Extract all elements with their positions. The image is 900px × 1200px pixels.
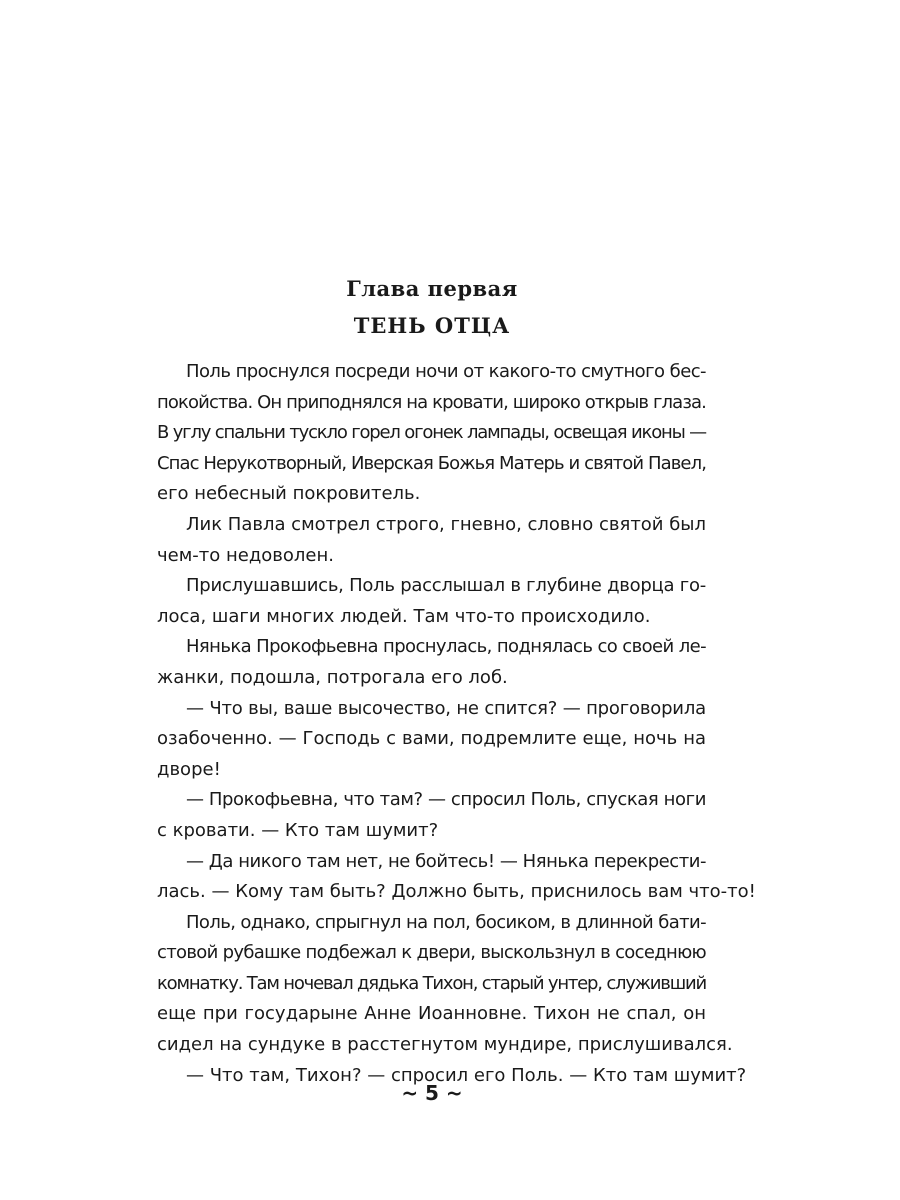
body-text: [157, 357, 756, 1091]
text-line: Нянька Прокофьевна проснулась, поднялась со своей ле-: [186, 636, 706, 658]
text-line: дворе!: [157, 758, 221, 780]
text-line: стовой рубашке подбежал к двери, выскользнул в соседнюю: [157, 942, 706, 964]
chapter-title: ТЕНЬ ОТЦА: [353, 313, 511, 338]
paragraph: [157, 632, 706, 693]
page-number: ~ 5 ~: [401, 1081, 463, 1105]
text-line: сидел на сундуке в расстегнутом мундире, прислушивался.: [157, 1034, 733, 1056]
paragraph: [157, 571, 706, 632]
chapter-label: Глава первая: [346, 276, 518, 301]
text-line: — Что вы, ваше высочество, не спится? — проговорила: [186, 697, 706, 719]
text-line: В углу спальни тускло горел огонек лампады, освещая иконы —: [157, 422, 706, 444]
paragraph: [157, 357, 706, 510]
text-line: Прислушавшись, Поль расслышал в глубине дворца го-: [186, 575, 706, 597]
text-line: жанки, подошла, потрогала его лоб.: [157, 666, 508, 688]
text-line: чем-то недоволен.: [157, 544, 334, 566]
text-line: озабоченно. — Господь с вами, подремлите еще, ночь на: [157, 728, 706, 750]
paragraph: [157, 847, 756, 908]
text-line: с кровати. — Кто там шумит?: [157, 819, 439, 841]
text-line: комнатку. Там ночевал дядька Тихон, старый унтер, служивший: [157, 972, 706, 994]
text-line: его небесный покровитель.: [157, 483, 421, 505]
text-line: — Да никого там нет, не бойтесь! — Нянька перекрести-: [186, 850, 706, 872]
text-line: — Прокофьевна, что там? — спросил Поль, спуская ноги: [186, 789, 706, 811]
text-line: лоса, шаги многих людей. Там что-то происходило.: [157, 605, 651, 627]
text-line: — Что там, Тихон? — спросил его Поль. — Кто там шумит?: [186, 1064, 747, 1086]
text-line: покойства. Он приподнялся на кровати, широко открыв глаза.: [157, 391, 706, 413]
text-line: лась. — Кому там быть? Должно быть, приснилось вам что-то!: [157, 881, 756, 903]
text-line: Лик Павла смотрел строго, гневно, словно святой был: [186, 513, 706, 535]
text-line: Спас Нерукотворный, Иверская Божья Матерь и святой Павел,: [157, 452, 707, 474]
text-line: Поль, однако, спрыгнул на пол, босиком, в длинной бати-: [186, 911, 706, 933]
paragraph: [157, 510, 706, 571]
text-line: еще при государыне Анне Иоанновне. Тихон не спал, он: [157, 1003, 706, 1025]
paragraph: [157, 908, 733, 1061]
text-line: Поль проснулся посреди ночи от какого-то смутного бес-: [186, 361, 706, 382]
paragraph: [157, 694, 706, 786]
paragraph: [157, 785, 706, 846]
